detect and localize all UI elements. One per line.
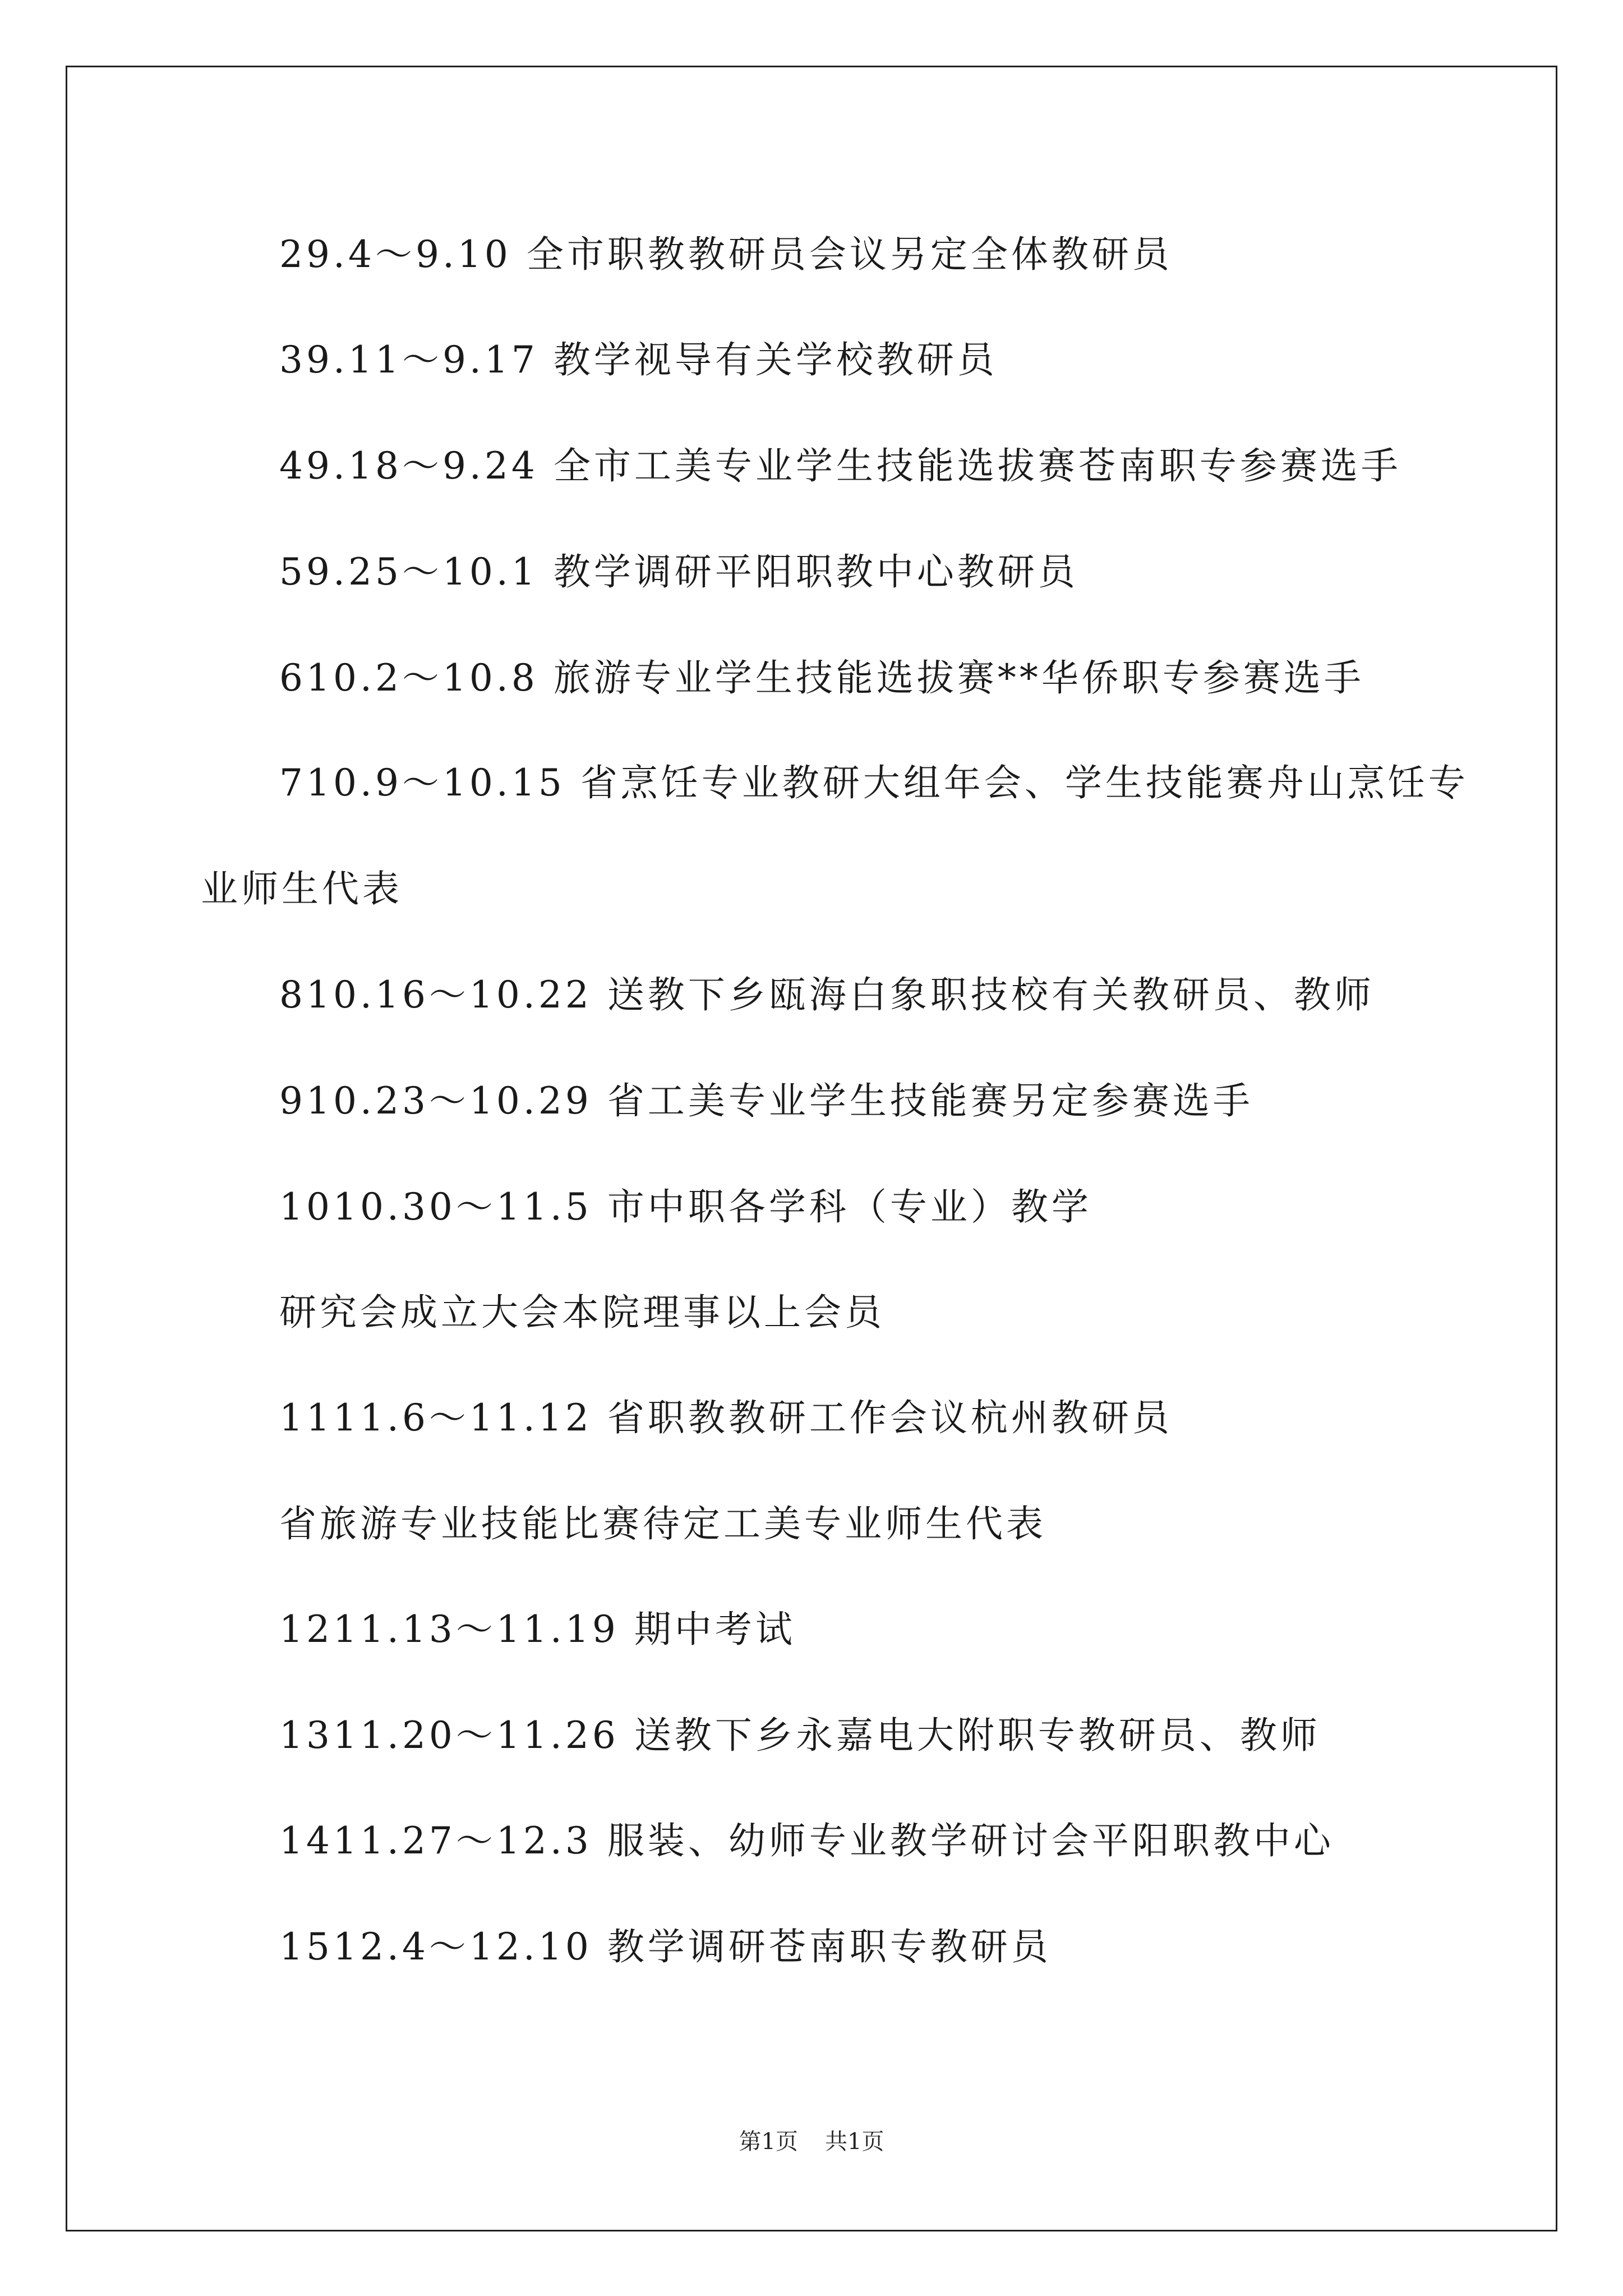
schedule-line: 910.23～10.29 省工美专业学生技能赛另定参赛选手 [279, 1079, 1253, 1122]
schedule-line: 1311.20～11.26 送教下乡永嘉电大附职专教研员、教师 [279, 1714, 1321, 1757]
schedule-line: 810.16～10.22 送教下乡瓯海白象职技校有关教研员、教师 [279, 973, 1375, 1016]
page-frame [66, 66, 1557, 2231]
schedule-line: 省旅游专业技能比赛待定工美专业师生代表 [279, 1502, 1046, 1545]
schedule-line: 29.4～9.10 全市职教教研员会议另定全体教研员 [279, 233, 1173, 276]
page-footer [67, 2128, 1556, 2156]
schedule-line: 1512.4～12.10 教学调研苍南职专教研员 [279, 1925, 1052, 1968]
schedule-line: 1211.13～11.19 期中考试 [279, 1608, 796, 1651]
page-number: 第1页 [739, 2129, 798, 2155]
schedule-line: 39.11～9.17 教学视导有关学校教研员 [279, 338, 998, 381]
schedule-line: 49.18～9.24 全市工美专业学生技能选拔赛苍南职专参赛选手 [279, 444, 1401, 487]
schedule-line: 1111.6～11.12 省职教教研工作会议杭州教研员 [279, 1396, 1173, 1439]
schedule-line: 1411.27～12.3 服装、幼师专业教学研讨会平阳职教中心 [279, 1819, 1334, 1862]
schedule-line: 610.2～10.8 旅游专业学生技能选拔赛**华侨职专参赛选手 [279, 656, 1364, 700]
schedule-line-continuation: 业师生代表 [201, 867, 403, 910]
page-total: 共1页 [825, 2129, 884, 2155]
schedule-line: 710.9～10.15 省烹饪专业教研大组年会、学生技能赛舟山烹饪专 [279, 761, 1469, 804]
schedule-line: 59.25～10.1 教学调研平阳职教中心教研员 [279, 550, 1078, 593]
schedule-line: 1010.30～11.5 市中职各学科（专业）教学 [279, 1185, 1092, 1228]
document-body [67, 67, 1556, 2230]
schedule-line: 研究会成立大会本院理事以上会员 [279, 1291, 885, 1334]
